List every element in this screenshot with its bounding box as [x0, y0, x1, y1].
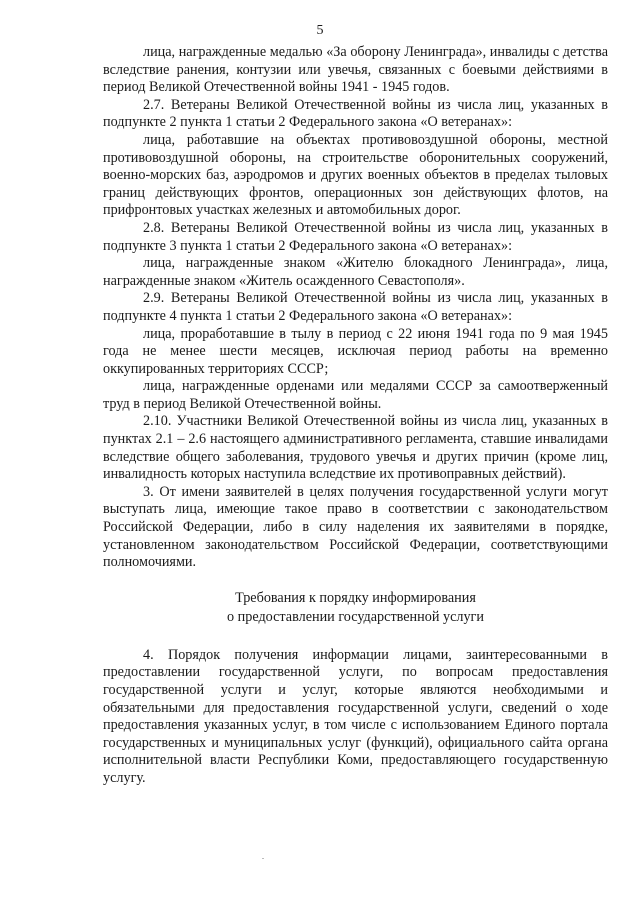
paragraph-air-defense-workers: лица, работавшие на объектах противовоздушной обороны, местной противовоздушной обороны, на строительстве оборонительных сооружений, военно-морских баз, аэродромов и других военных объектов в пределах тыловых границ действующих фронтов, операционных зон действующих флотов, на прифронтовых участках железных и автомобильных дорог.: [103, 131, 608, 219]
page-number: 5: [316, 23, 324, 38]
paragraph-2-10: 2.10. Участники Великой Отечественной войны из числа лиц, указанных в пунктах 2.1 – 2.6 настоящего административного регламента, ставшие инвалидами вследствие общего заболевания, трудового увечья и других причин (кроме лиц, инвалидность которых наступила вследствие их противоправных действий).: [103, 413, 608, 483]
spacer: [103, 627, 608, 647]
spacer: [103, 572, 608, 589]
paragraph-ussr-awards: лица, награжденные орденами или медалями СССР за самоотверженный труд в период Великой Отечественной войны.: [103, 378, 608, 412]
paragraph-home-front-workers: лица, проработавшие в тылу в период с 22 июня 1941 года по 9 мая 1945 года не менее шести месяцев, исключая период работы на временно оккупированных территориях СССР;: [103, 325, 608, 377]
scan-speck: [262, 858, 264, 859]
section-heading-line-1: Требования к порядку информирования: [235, 589, 476, 606]
paragraph-siege-badges: лица, награжденные знаком «Жителю блокадного Ленинграда», лица, награжденные знаком «Житель осажденного Севастополя».: [103, 255, 608, 289]
paragraph-2-8: 2.8. Ветераны Великой Отечественной войны из числа лиц, указанных в подпункте 3 пункта 1 статьи 2 Федерального закона «О ветеранах»:: [103, 219, 608, 254]
paragraph-2-7: 2.7. Ветераны Великой Отечественной войны из числа лиц, указанных в подпункте 2 пункта 1 статьи 2 Федерального закона «О ветеранах»:: [103, 96, 608, 131]
section-heading-line-2: о предоставлении государственной услуги: [227, 608, 484, 625]
paragraph-3-representatives: 3. От имени заявителей в целях получения государственной услуги могут выступать лица, имеющие такое право в соответствии с законодательством Российской Федерации, либо в силу наделения их заявителями в порядке, установленном законодательством Российской Федерации, соответствующими полномочиями.: [103, 483, 608, 571]
paragraph-medal-leningrad-defense: лица, награжденные медалью «За оборону Ленинграда», инвалиды с детства вследствие ранения, контузии или увечья, связанных с боевыми действиями в период Великой Отечественной войны 1941 - 1945 годов.: [103, 44, 608, 96]
document-body: [103, 44, 608, 788]
paragraph-4-information-procedure: 4. Порядок получения информации лицами, заинтересованными в предоставлении государственной услуги, по вопросам предоставления государственной услуги и услуг, которые являются необходимыми и обязательными для предоставления государственной услуги, сведений о ходе предоставления указанных услуг, в том числе с использованием Единого портала государственных и муниципальных услуг (функций), официального сайта органа исполнительной власти Республики Коми, предоставляющего государственную услугу.: [103, 646, 608, 786]
paragraph-2-9: 2.9. Ветераны Великой Отечественной войны из числа лиц, указанных в подпункте 4 пункта 1 статьи 2 Федерального закона «О ветеранах»:: [103, 290, 608, 324]
